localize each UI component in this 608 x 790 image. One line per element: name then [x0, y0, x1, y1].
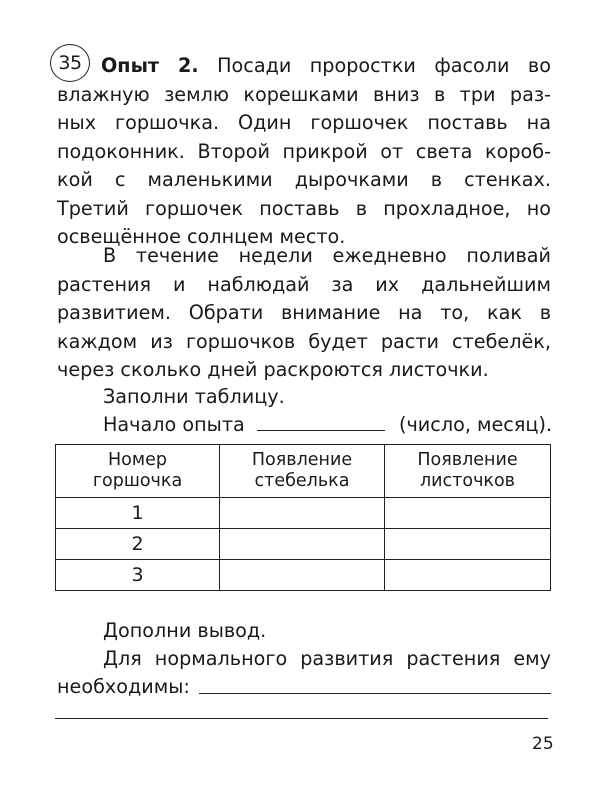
header-pot-number: Номер горшочка — [56, 445, 220, 498]
pot-number-cell: 1 — [56, 498, 220, 529]
fill-table-prompt: Заполни таблицу. — [103, 385, 285, 408]
table-row — [56, 560, 551, 591]
leaves-input-cell[interactable] — [385, 498, 551, 529]
header-leaves-appearance: Появление листочков — [385, 445, 551, 498]
instruction-line: Третий горшочек поставь в прохладное, но — [57, 196, 551, 220]
stem-input-cell[interactable] — [220, 560, 385, 591]
conclusion-prompt: Дополни вывод. — [103, 619, 267, 642]
pot-number-cell: 2 — [56, 529, 220, 560]
start-label: Начало опыта — [103, 413, 245, 436]
table-row — [56, 498, 551, 529]
experiment-title: Опыт 2. — [101, 54, 199, 77]
instruction-line: освещённое солнцем место. — [57, 225, 346, 248]
conclusion-answer-line — [57, 673, 190, 701]
instruction-line: Опыт 2. Посади проростки фасоли во — [101, 54, 551, 77]
table-header-row — [56, 445, 551, 498]
leaves-input-cell[interactable] — [385, 560, 551, 591]
pot-number-cell: 3 — [56, 560, 220, 591]
start-date-line — [103, 411, 552, 439]
instruction-line: растения и наблюдай за их дальнейшим — [57, 272, 551, 296]
observation-table — [55, 444, 551, 591]
experiment-instructions — [57, 52, 551, 252]
header-stem-appearance: Появление стебелька — [220, 445, 385, 498]
answer-blank-2[interactable] — [55, 718, 548, 719]
instruction-line: каждом из горшочков будет расти стебелёк, — [57, 329, 551, 353]
instruction-line: кой с маленькими дырочками в стенках. — [57, 168, 551, 191]
table-row — [56, 529, 551, 560]
conclusion-sentence-block — [57, 645, 551, 674]
instruction-line: подоконник. Второй прикрой от света короб- — [57, 139, 551, 163]
instruction-line: ных горшочка. Один горшочек поставь на — [57, 111, 551, 134]
leaves-input-cell[interactable] — [385, 529, 551, 560]
stem-input-cell[interactable] — [220, 498, 385, 529]
exercise-number: 35 — [58, 52, 82, 74]
observation-instructions — [57, 242, 551, 385]
answer-blank-1[interactable] — [199, 693, 551, 694]
instruction-line: через сколько дней раскроются листочки. — [57, 358, 489, 381]
instruction-line: развитием. Обрати внимание на то, как в — [57, 301, 551, 324]
page-number: 25 — [532, 734, 554, 754]
start-date-blank[interactable] — [257, 430, 385, 431]
stem-input-cell[interactable] — [220, 529, 385, 560]
instruction-line: В течение недели ежедневно поливай — [103, 244, 551, 267]
start-hint: (число, месяц). — [398, 413, 553, 436]
instruction-line: влажную землю корешками вниз в три раз- — [57, 82, 551, 106]
conclusion-sentence: Для нормального развития растения ему — [103, 647, 551, 670]
conclusion-label: необходимы: — [57, 675, 190, 698]
